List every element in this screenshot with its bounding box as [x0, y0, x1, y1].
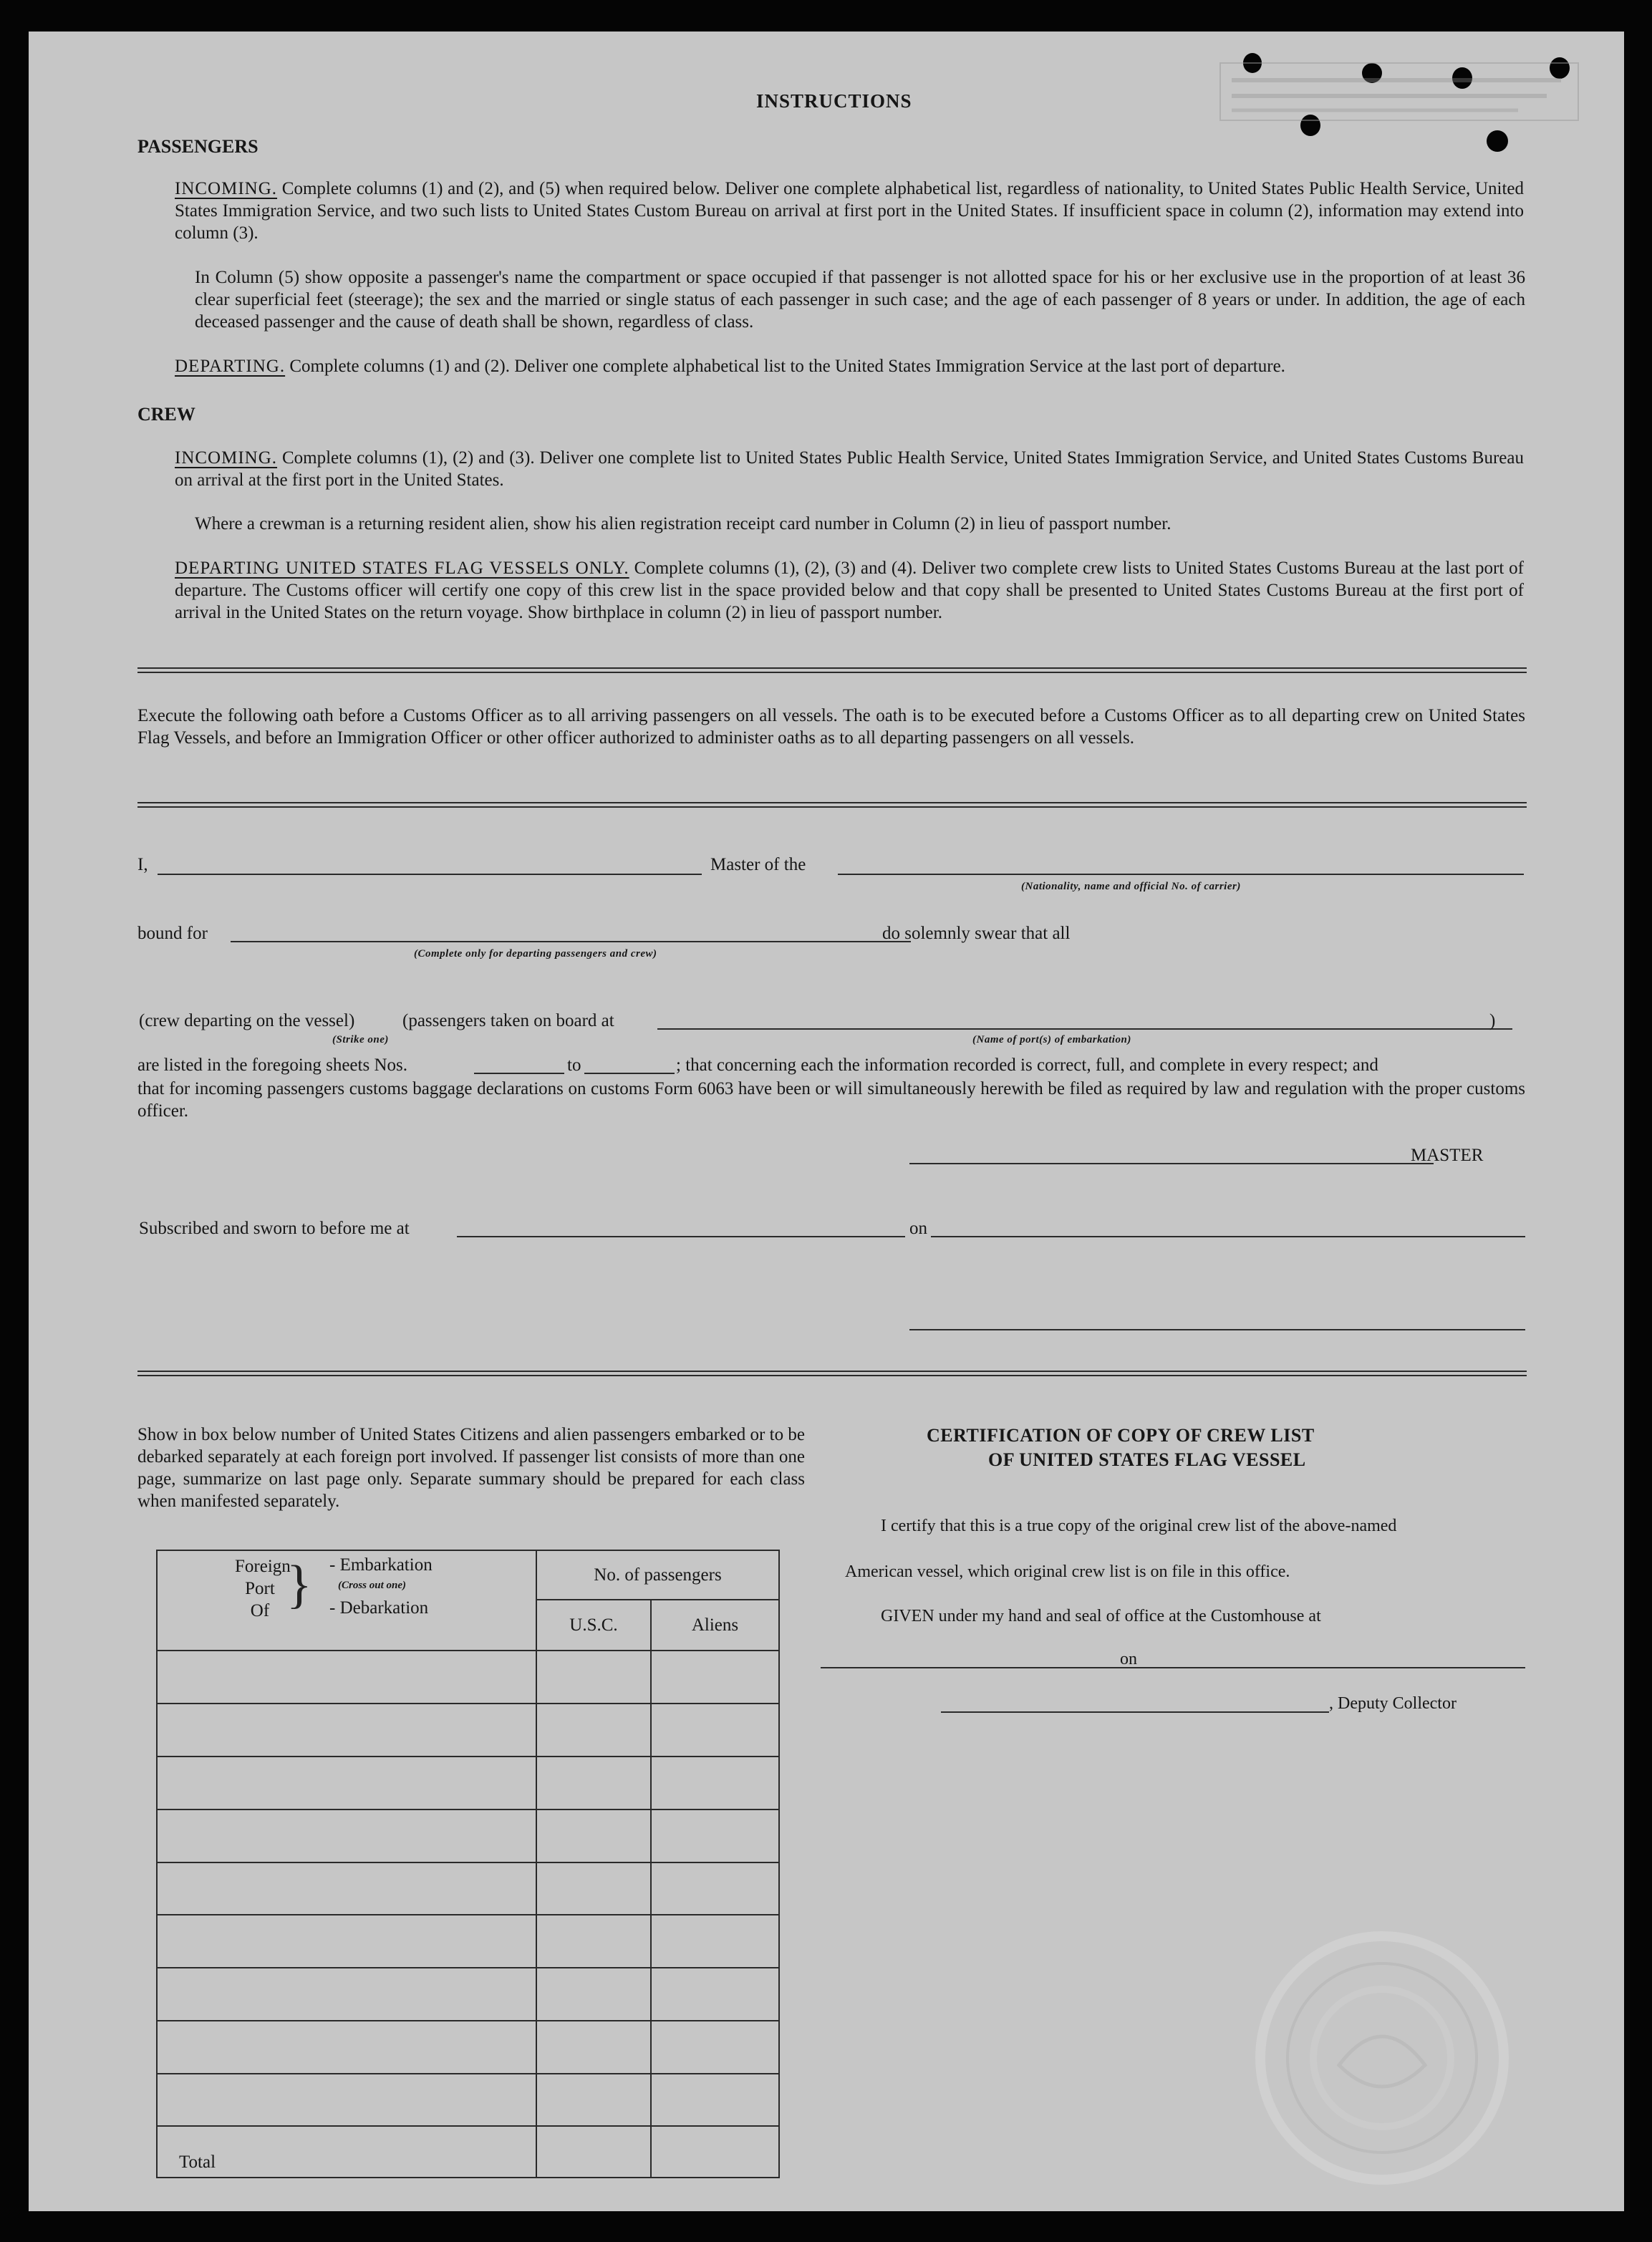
brace-icon: }	[286, 1555, 312, 1614]
certification-title-1: CERTIFICATION OF COPY OF CREW LIST	[927, 1425, 1315, 1446]
passengers-heading: PASSENGERS	[137, 136, 259, 157]
certify-line-1: I certify that this is a true copy of the original crew list of the above-named	[881, 1517, 1397, 1535]
aliens-cell[interactable]	[651, 1704, 779, 1757]
usc-cell[interactable]	[536, 1704, 651, 1757]
given-line: GIVEN under my hand and seal of office at the Customhouse at	[881, 1607, 1321, 1625]
sheet-from-field[interactable]	[474, 1073, 564, 1074]
total-label: Total	[179, 2152, 216, 2172]
aliens-cell[interactable]	[651, 1862, 779, 1915]
listed-suffix: ; that concerning each the information recorded is correct, full, and complete in every respect; and	[676, 1055, 1378, 1075]
deputy-signature-field[interactable]	[941, 1711, 1329, 1713]
faint-stamp	[1217, 60, 1597, 132]
punch-hole	[1487, 130, 1508, 152]
port-cell[interactable]	[157, 1651, 536, 1704]
usc-header: U.S.C.	[536, 1600, 651, 1651]
crew-incoming-text: Complete columns (1), (2) and (3). Deliver one complete list to United States Public Health Service, United States Immigration Service, and United States Customs Bureau on arrival at the first port in the United States.	[175, 448, 1524, 490]
sworn-on-label: on	[909, 1219, 927, 1238]
passengers-taken-option: (passengers taken on board at	[402, 1011, 614, 1030]
page-title: INSTRUCTIONS	[756, 90, 912, 112]
aliens-cell[interactable]	[651, 1809, 779, 1862]
port-cell[interactable]	[157, 1809, 536, 1862]
aliens-cell[interactable]	[651, 1968, 779, 2021]
carrier-field[interactable]	[838, 874, 1524, 875]
aliens-total-cell[interactable]	[651, 2126, 779, 2178]
bound-for-field[interactable]	[231, 941, 911, 942]
aliens-cell[interactable]	[651, 1915, 779, 1968]
swear-text: do solemnly swear that all	[882, 924, 1071, 943]
passengers-departing-paragraph	[175, 355, 1524, 377]
section-divider	[137, 802, 1527, 808]
subscribed-label: Subscribed and sworn to before me at	[139, 1219, 410, 1238]
master-label: MASTER	[1411, 1146, 1484, 1165]
debarkation-label: - Debarkation	[329, 1598, 429, 1618]
usc-cell[interactable]	[536, 1968, 651, 2021]
foreign-label: Foreign	[235, 1557, 291, 1576]
port-cell[interactable]	[157, 2021, 536, 2074]
sworn-place-field[interactable]	[457, 1236, 905, 1237]
usc-cell[interactable]	[536, 2074, 651, 2127]
cert-on-label: on	[1120, 1650, 1137, 1668]
sheet-to-field[interactable]	[584, 1073, 675, 1074]
usc-cell[interactable]	[536, 1757, 651, 1809]
passengers-departing-label: DEPARTING.	[175, 357, 286, 376]
deputy-collector-label: , Deputy Collector	[1329, 1694, 1457, 1713]
carrier-caption: (Nationality, name and official No. of carrier)	[1021, 881, 1241, 892]
bound-for-label: bound for	[137, 924, 208, 943]
summary-instruction: Show in box below number of United States Citizens and alien passengers embarked or to be debarked separately at each foreign port involved. If passenger list consists of more than one page, summarize on last page only. Separate summary should be prepared for each class when manifested separately.	[137, 1425, 805, 1511]
passengers-incoming-paragraph	[175, 178, 1524, 244]
listed-to: to	[567, 1055, 581, 1075]
usc-cell[interactable]	[536, 1651, 651, 1704]
certification-title-2: OF UNITED STATES FLAG VESSEL	[988, 1449, 1306, 1470]
passenger-summary-table	[156, 1550, 778, 2178]
master-name-field[interactable]	[158, 874, 702, 875]
bound-caption: (Complete only for departing passengers and crew)	[414, 948, 657, 960]
crew-departing-label: DEPARTING UNITED STATES FLAG VESSELS ONLY.	[175, 559, 629, 578]
customhouse-field[interactable]	[821, 1667, 1150, 1668]
embarkation-label: - Embarkation	[329, 1555, 433, 1575]
crewman-paragraph: Where a crewman is a returning resident alien, show his alien registration receipt card number in Column (2) in lieu of passport number.	[195, 514, 1172, 533]
aliens-cell[interactable]	[651, 2021, 779, 2074]
port-cell[interactable]	[157, 1757, 536, 1809]
total-cell	[157, 2126, 536, 2178]
port-label: Port	[245, 1579, 275, 1598]
aliens-cell[interactable]	[651, 1651, 779, 1704]
section-divider	[137, 1371, 1527, 1376]
passengers-departing-text: Complete columns (1) and (2). Deliver one complete alphabetical list to the United States Immigration Service at the last port of departure.	[289, 357, 1285, 376]
port-cell[interactable]	[157, 1704, 536, 1757]
usc-cell[interactable]	[536, 2021, 651, 2074]
master-of-the-label: Master of the	[710, 855, 806, 874]
port-caption: (Name of port(s) of embarkation)	[972, 1034, 1131, 1045]
no-of-passengers-header: No. of passengers	[536, 1550, 779, 1600]
of-label: Of	[250, 1601, 270, 1620]
port-cell[interactable]	[157, 2074, 536, 2127]
aliens-cell[interactable]	[651, 1757, 779, 1809]
cert-date-field[interactable]	[1143, 1667, 1525, 1668]
crew-incoming-label: INCOMING.	[175, 448, 278, 468]
embossed-seal	[1246, 1922, 1518, 2194]
usc-cell[interactable]	[536, 1862, 651, 1915]
foreign-port-header	[157, 1550, 536, 1651]
passengers-incoming-text: Complete columns (1) and (2), and (5) when required below. Deliver one complete alphabetical list, regardless of nationality, to United States Public Health Service, United States Immigration Service, and two such lists to United States Custom Bureau on arrival at first port in the United States. If insufficient space in column (2), information may extend into column (3).	[175, 179, 1525, 243]
oath-i-label: I,	[137, 855, 148, 874]
port-embarkation-field[interactable]	[657, 1028, 1512, 1030]
form-page	[29, 32, 1624, 2211]
master-signature-field[interactable]	[909, 1163, 1434, 1164]
section-divider	[137, 667, 1527, 673]
listed-prefix: are listed in the foregoing sheets Nos.	[137, 1055, 407, 1075]
aliens-header: Aliens	[651, 1600, 779, 1651]
strike-caption: (Strike one)	[332, 1034, 389, 1045]
crew-heading: CREW	[137, 404, 195, 425]
crew-departing-option: (crew departing on the vessel)	[139, 1011, 355, 1030]
aliens-cell[interactable]	[651, 2074, 779, 2127]
usc-cell[interactable]	[536, 1809, 651, 1862]
close-paren: )	[1489, 1011, 1496, 1030]
sworn-date-field[interactable]	[931, 1236, 1525, 1237]
crew-incoming-paragraph	[175, 447, 1524, 491]
oath-instruction: Execute the following oath before a Customs Officer as to all arriving passengers on all vessels. The oath is to be executed before a Customs Officer as to all departing crew on United States Flag Vessels, and before an Immigration Officer or other officer authorized to administer oaths as to all departing passengers on all vessels.	[137, 706, 1525, 748]
listed-rest: that for incoming passengers customs baggage declarations on customs Form 6063 have been or will simultaneously herewith be filed as required by law and regulation with the proper customs officer.	[137, 1079, 1525, 1121]
column5-paragraph: In Column (5) show opposite a passenger's name the compartment or space occupied if that passenger is not allotted space for his or her exclusive use in the proportion of at least 36 clear superficial feet (steerage); the sex and the married or single status of each passenger in such case; and the age of each passenger of 8 years or under. In addition, the age of each deceased passenger and the cause of death shall be shown, regardless of class.	[195, 268, 1525, 332]
usc-cell[interactable]	[536, 1915, 651, 1968]
crew-departing-text: Complete columns (1), (2), (3) and (4). Deliver two complete crew lists to United States Customs Bureau at the last port of departure. The Customs officer will certify one copy of this crew list in the space provided below and that copy shall be presented to United States Customs Bureau at the first port of arrival in the United States on the return voyage. Show birthplace in column (2) in lieu of passport number.	[175, 559, 1525, 622]
port-cell[interactable]	[157, 1862, 536, 1915]
port-cell[interactable]	[157, 1968, 536, 2021]
cross-out-caption: (Cross out one)	[338, 1580, 407, 1591]
certify-line-2: American vessel, which original crew list is on file in this office.	[845, 1562, 1290, 1581]
crew-departing-paragraph	[175, 557, 1524, 624]
usc-total-cell[interactable]	[536, 2126, 651, 2178]
officer-signature-field[interactable]	[909, 1329, 1525, 1330]
passengers-incoming-label: INCOMING.	[175, 179, 278, 198]
port-cell[interactable]	[157, 1915, 536, 1968]
